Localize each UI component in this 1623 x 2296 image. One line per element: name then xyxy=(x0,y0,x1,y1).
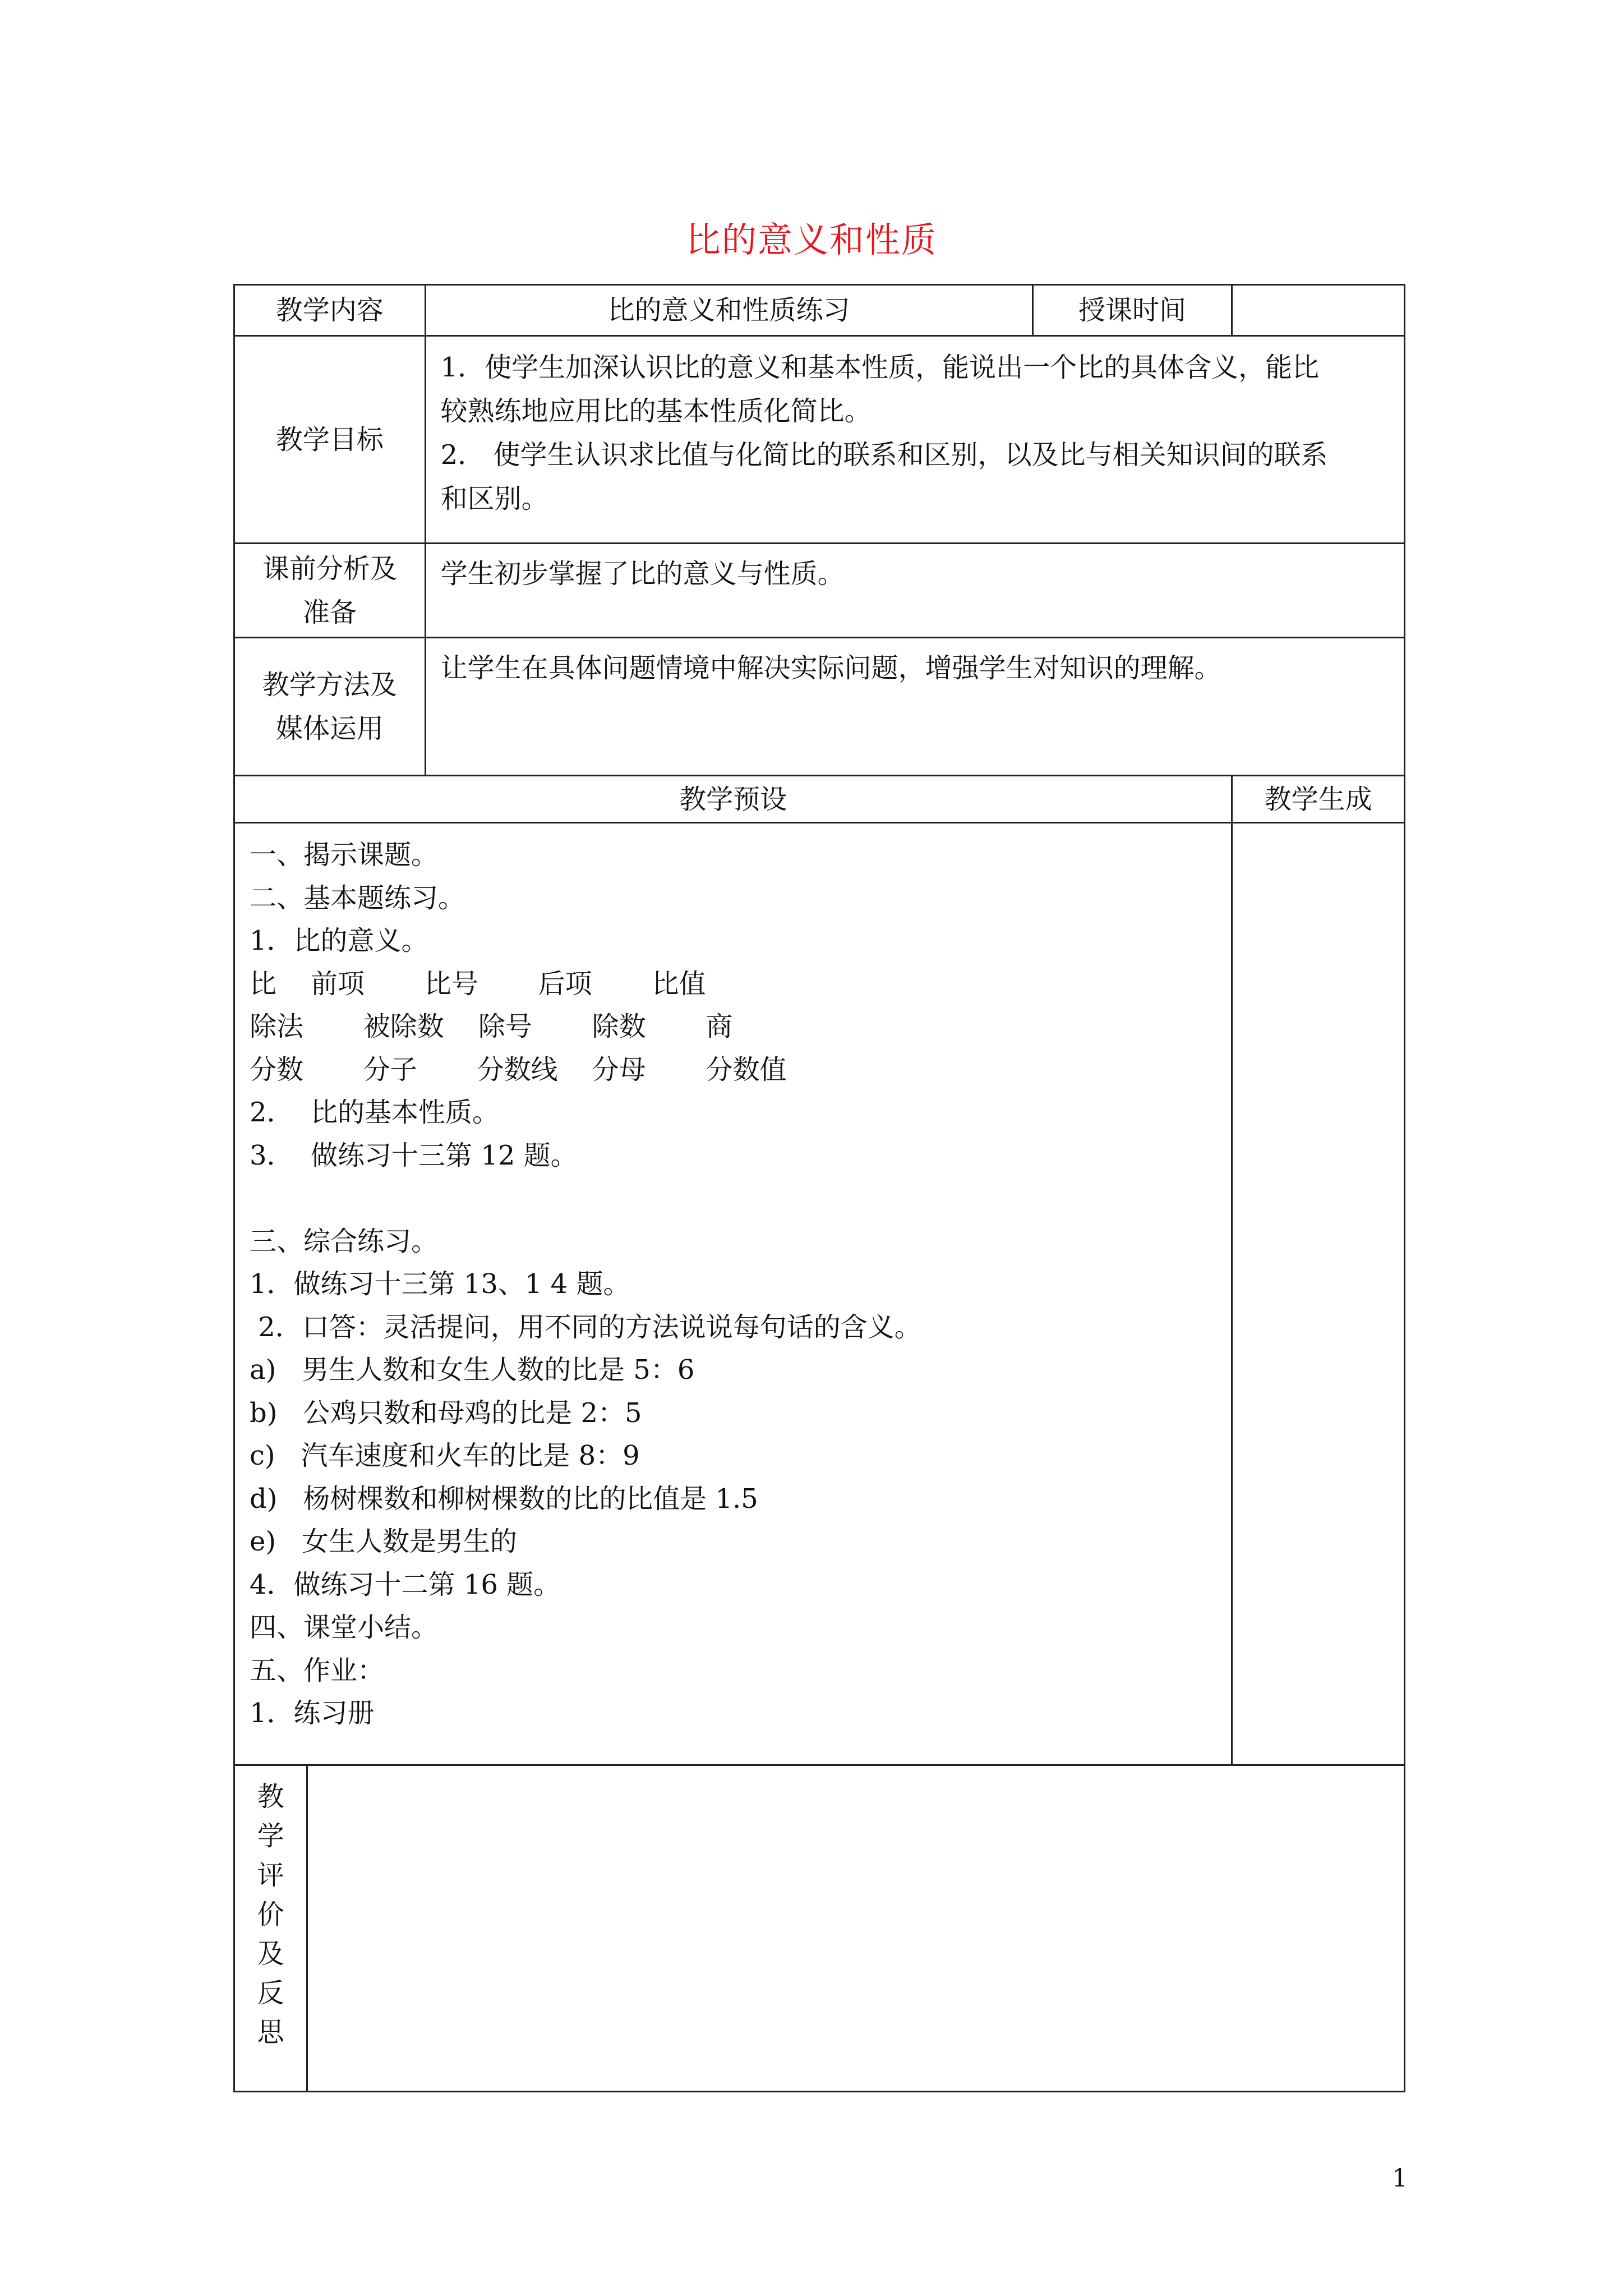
row-methods xyxy=(234,638,1405,776)
row-preparation xyxy=(234,544,1405,638)
objective-line: 2． 使学生认识求比值与化简比的联系和区别，以及比与相关知识间的联系 xyxy=(440,439,1328,471)
objective-line: 较熟练地应用比的基本性质化简比。 xyxy=(440,395,872,427)
content-value: 比的意义和性质练习 xyxy=(425,285,1032,336)
preset-line: e) 女生人数是男生的 xyxy=(250,1526,517,1557)
objective-line: 和区别。 xyxy=(440,483,548,514)
methods-text: 让学生在具体问题情境中解决实际问题，增强学生对知识的理解。 xyxy=(425,638,1404,776)
preset-line: 3． 做练习十三第 12 题。 xyxy=(250,1139,578,1171)
label-line: 媒体运用 xyxy=(275,712,384,744)
label-char: 及 xyxy=(257,1938,284,1970)
outcome-content xyxy=(1232,823,1405,1765)
preset-line: 四、课堂小结。 xyxy=(250,1612,439,1643)
label-preparation xyxy=(234,544,426,638)
objectives-text xyxy=(425,336,1404,544)
preset-line xyxy=(250,1177,1216,1220)
preset-line: b) 公鸡只数和母鸡的比是 2：5 xyxy=(250,1397,642,1429)
preset-line: 三、综合练习。 xyxy=(250,1225,439,1257)
label-objectives: 教学目标 xyxy=(234,336,426,544)
preset-line: 1．做练习十三第 13、1 4 题。 xyxy=(250,1268,630,1300)
preset-line: 1．比的意义。 xyxy=(250,925,428,956)
page-title: 比的意义和性质 xyxy=(685,219,937,260)
label-methods xyxy=(234,638,426,776)
label-char: 学 xyxy=(257,1820,284,1852)
page-number: 1 xyxy=(1392,2164,1408,2193)
preset-line: 除法 被除数 除号 除数 商 xyxy=(250,1011,733,1042)
preset-line: c) 汽车速度和火车的比是 8：9 xyxy=(250,1440,640,1471)
label-char: 价 xyxy=(257,1899,284,1930)
row-preset-body xyxy=(234,823,1405,1765)
preset-line: 五、作业： xyxy=(250,1654,385,1686)
lesson-plan-table xyxy=(233,284,1405,2092)
label-time: 授课时间 xyxy=(1032,285,1232,336)
preset-line: 比 前项 比号 后项 比值 xyxy=(250,968,706,1000)
row-headers xyxy=(234,776,1405,823)
reflection-content xyxy=(307,1765,1405,2092)
row-content xyxy=(234,285,1405,336)
preset-line: d) 杨树棵数和柳树棵数的比的比值是 1.5 xyxy=(250,1483,758,1515)
label-line: 准备 xyxy=(302,596,357,628)
preset-line: 1．练习册 xyxy=(250,1697,375,1729)
preset-line: 分数 分子 分数线 分母 分数值 xyxy=(250,1053,787,1085)
label-char: 反 xyxy=(257,1977,284,2009)
preset-line: 2． 比的基本性质。 xyxy=(250,1097,500,1128)
row-objectives xyxy=(234,336,1405,544)
preset-line: 4．做练习十二第 16 题。 xyxy=(250,1568,561,1600)
objective-line: 1．使学生加深认识比的意义和基本性质，能说出一个比的具体含义，能比 xyxy=(440,352,1320,383)
label-char: 思 xyxy=(257,2017,284,2048)
header-outcome: 教学生成 xyxy=(1232,776,1405,823)
header-preset: 教学预设 xyxy=(234,776,1232,823)
label-reflection xyxy=(234,1765,307,2092)
preparation-text: 学生初步掌握了比的意义与性质。 xyxy=(425,544,1404,638)
label-line: 课前分析及 xyxy=(262,553,397,585)
label-content: 教学内容 xyxy=(234,285,426,336)
label-char: 教 xyxy=(257,1781,284,1812)
label-line: 教学方法及 xyxy=(262,669,397,701)
preset-line: a) 男生人数和女生人数的比是 5：6 xyxy=(250,1354,695,1386)
preset-line: 2．口答：灵活提问，用不同的方法说说每句话的含义。 xyxy=(250,1311,921,1343)
label-char: 评 xyxy=(257,1860,284,1891)
preset-content xyxy=(234,823,1232,1765)
time-value xyxy=(1232,285,1405,336)
preset-line: 二、基本题练习。 xyxy=(250,882,465,914)
preset-line: 一、揭示课题。 xyxy=(250,839,439,871)
row-reflection xyxy=(234,1765,1405,2092)
